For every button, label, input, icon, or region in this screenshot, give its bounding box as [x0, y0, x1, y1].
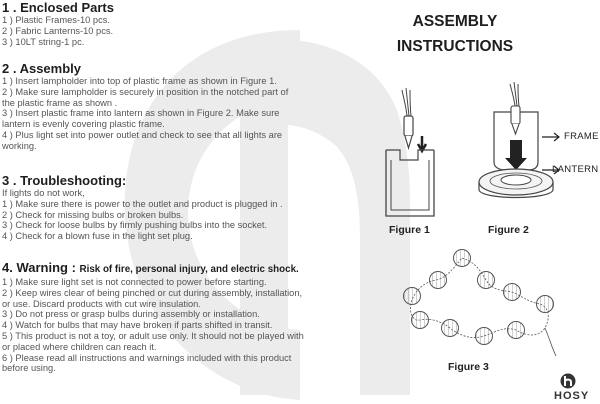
text-line: 2 ) Check for missing bulbs or broken bulbs. [2, 209, 184, 220]
text-line: lantern is evenly covering plastic frame. [2, 119, 165, 130]
frame-callout: FRAME [564, 131, 599, 142]
enclosed-parts-section [2, 0, 114, 47]
lantern-ball [454, 250, 471, 267]
assembly-section [2, 61, 288, 152]
text-line: If lights do not work, [2, 188, 85, 198]
text-line: 2 ) Fabric Lanterns-10 pcs. [2, 25, 114, 36]
text-line: 1 ) Make sure there is power to the outlet and product is plugged in . [2, 198, 283, 209]
text-line: 6 ) Please read all instructions and warnings included with this product [2, 352, 292, 363]
lantern-callout: LANTERN [552, 164, 599, 175]
lantern-ball [504, 284, 521, 301]
brand-logo-icon [560, 373, 576, 389]
title-line-1: ASSEMBLY [412, 13, 498, 30]
text-line: or use. Discard products with cut wire insulation. [2, 298, 201, 309]
text-line: or placed where children can reach it. [2, 341, 157, 352]
lantern-ball [508, 322, 525, 339]
text-line: the plastic frame as shown . [2, 97, 118, 108]
text-line: 4 ) Check for a blown fuse in the light set plug. [2, 231, 193, 242]
lantern-ball [412, 312, 429, 329]
lantern-ball [430, 272, 447, 289]
brand-name: HOSY [554, 390, 590, 402]
assembly-heading: 2 . Assembly [2, 61, 82, 76]
troubleshooting-heading: 3 . Troubleshooting: [2, 173, 127, 188]
text-line: 2 ) Make sure lampholder is securely in position in the notched part of [2, 86, 289, 97]
warning-subheading: Risk of fire, personal injury, and electric shock. [79, 264, 299, 275]
text-line: 2 ) Keep wires clear of being pinched or cut during assembly, installation, [2, 287, 303, 298]
figure-3-illustration [400, 240, 570, 362]
lantern-ball [442, 320, 459, 337]
warning-heading: 4. Warning : [2, 260, 76, 275]
troubleshooting-section [2, 173, 283, 242]
figure-3-label: Figure 3 [448, 361, 489, 373]
text-line: 5 ) This product is not a toy, or adult use only. It should not be played with [2, 330, 304, 341]
text-line: before using. [2, 363, 56, 374]
text-line: 1 ) Insert lampholder into top of plastic frame as shown in Figure 1. [2, 76, 277, 86]
text-line: 4 ) Watch for bulbs that may have broken if parts shifted in transit. [2, 320, 273, 331]
lantern-ball [537, 296, 554, 313]
lantern-ball [478, 272, 495, 289]
lantern-ball [404, 288, 421, 305]
text-line: working. [2, 140, 37, 151]
title-line-2: INSTRUCTIONS [396, 38, 514, 55]
enclosed-parts-heading: 1 . Enclosed Parts [2, 0, 114, 15]
text-line: 1 ) Make sure light set is not connected to power before starting. [2, 277, 267, 287]
text-line: 3 ) Do not press or grasp bulbs during assembly or installation. [2, 309, 260, 320]
text-line: 4 ) Plus light set into power outlet and check to see that all lights are [2, 129, 283, 140]
warning-heading-row [2, 260, 304, 277]
lantern-ball [476, 328, 493, 345]
text-line: 3 ) Check for loose bulbs by firmly pushing bulbs into the socket. [2, 220, 268, 231]
warning-section [2, 260, 304, 374]
figure-1-illustration [380, 88, 450, 218]
figure-1-label: Figure 1 [389, 224, 430, 236]
text-line: 1 ) Plastic Frames-10 pcs. [2, 15, 110, 25]
text-line: 3 ) 10LT string-1 pc. [2, 36, 85, 47]
text-line: 3 ) Insert plastic frame into lantern as shown in Figure 2. Make sure [2, 108, 280, 119]
figure-2-label: Figure 2 [488, 224, 529, 236]
